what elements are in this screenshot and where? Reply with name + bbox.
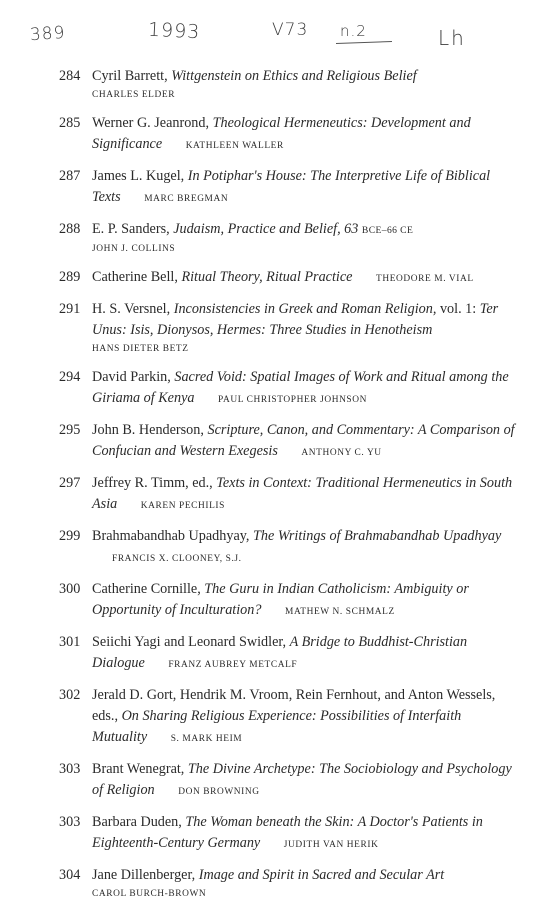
book-title: Scripture, Canon, and Commentary: A Comparison of Confucian and Western Exegesis [92, 422, 515, 459]
list-item [0, 267, 559, 290]
book-title: Image and Spirit in Sacred and Secular Art [198, 867, 445, 883]
reviewer-name: ANTHONY C. YU [301, 448, 382, 458]
page-number: 297 [59, 475, 81, 491]
list-item [0, 367, 559, 411]
page-number: 284 [59, 68, 81, 84]
list-item [0, 685, 559, 750]
review-list [0, 66, 559, 912]
list-item [0, 473, 559, 517]
reviewer-name: FRANCIS X. CLOONEY, S.J. [112, 554, 242, 564]
list-item [0, 759, 559, 803]
reviewer-name: JOHN J. COLLINS [92, 244, 176, 254]
page-number: 289 [59, 269, 81, 285]
reviewer-name: CHARLES ELDER [92, 90, 176, 100]
book-title-era: BCE–66 CE [361, 225, 414, 236]
handwritten-note-number: n.2 [340, 22, 367, 40]
list-item [0, 526, 559, 570]
book-author: H. S. Versnel, [92, 301, 171, 317]
book-author: Brahmabandhab Upadhyay, [92, 528, 250, 544]
book-title: Judaism, Practice and Belief, 63 [173, 221, 359, 237]
list-item [0, 865, 559, 903]
page-number: 287 [59, 168, 81, 184]
page-number: 300 [59, 581, 81, 597]
book-author: John B. Henderson, [92, 422, 204, 438]
book-title: Texts in Context: Traditional Hermeneutics in South Asia [92, 475, 513, 512]
reviewer-name: MATHEW N. SCHMALZ [285, 607, 395, 617]
reviewer-name: MARC BREGMAN [144, 194, 229, 204]
reviewer-name: KAREN PECHILIS [140, 501, 225, 511]
book-title: The Guru in Indian Catholicism: Ambiguity or Opportunity of Inculturation? [92, 581, 469, 618]
book-title: Sacred Void: Spatial Images of Work and Ritual among the Giriama of Kenya [92, 369, 509, 406]
book-author: Seiichi Yagi and Leonard Swidler, [92, 634, 287, 650]
book-author: Catherine Bell, [92, 269, 178, 285]
page-number: 294 [59, 369, 81, 385]
book-title: The Writings of Brahmabandhab Upadhyay [253, 528, 502, 544]
page-number: 304 [59, 867, 81, 883]
reviewer-name: JUDITH VAN HERIK [283, 840, 379, 850]
list-item [0, 66, 559, 104]
reviewer-name: CAROL BURCH-BROWN [92, 889, 207, 899]
book-title: In Potiphar's House: The Interpretive Life of Biblical Texts [92, 168, 491, 205]
book-author: Catherine Cornille, [92, 581, 201, 597]
page-number: 295 [59, 422, 81, 438]
reviewer-name: HANS DIETER BETZ [92, 344, 189, 354]
book-title: Inconsistencies in Greek and Roman Religion, [173, 301, 437, 317]
page-number: 288 [59, 221, 81, 237]
book-author: Cyril Barrett, [92, 68, 168, 84]
reviewer-name: S. MARK HEIM [170, 734, 243, 744]
book-author: Jeffrey R. Timm, ed., [92, 475, 213, 491]
page-number: 303 [59, 761, 81, 777]
reviewer-name: THEODORE M. VIAL [376, 274, 474, 284]
page-number: 299 [59, 528, 81, 544]
book-title: Wittgenstein on Ethics and Religious Belief [171, 68, 417, 84]
handwritten-note-lh: Lh [438, 26, 466, 50]
reviewer-name: DON BROWNING [178, 787, 260, 797]
book-author: James L. Kugel, [92, 168, 185, 184]
list-item [0, 420, 559, 464]
book-title: On Sharing Religious Experience: Possibilities of Interfaith Mutuality [92, 708, 462, 745]
book-title: Ritual Theory, Ritual Practice [181, 269, 353, 285]
book-author: E. P. Sanders, [92, 221, 170, 237]
reviewer-name: FRANZ AUBREY METCALF [168, 660, 298, 670]
list-item [0, 299, 559, 358]
list-item [0, 812, 559, 856]
reviewer-name: PAUL CHRISTOPHER JOHNSON [218, 395, 367, 405]
list-item [0, 219, 559, 258]
list-item [0, 113, 559, 157]
reviewer-name: KATHLEEN WALLER [185, 141, 284, 151]
book-author: David Parkin, [92, 369, 171, 385]
handwritten-note-volume: V73 [272, 20, 309, 40]
page-number: 285 [59, 115, 81, 131]
list-item [0, 166, 559, 210]
book-title: The Divine Archetype: The Sociobiology and Psychology of Religion [92, 761, 512, 798]
page-number: 291 [59, 301, 81, 317]
handwritten-note-year: 1993 [147, 18, 201, 44]
handwritten-underline [336, 41, 392, 44]
book-title: A Bridge to Buddhist-Christian Dialogue [92, 634, 468, 671]
book-author: Barbara Duden, [92, 814, 182, 830]
book-subtitle: Ter Unus: Isis, Dionysos, Hermes: Three Studies in Henotheism [92, 301, 499, 338]
book-title: The Woman beneath the Skin: A Doctor's Patients in Eighteenth-Century Germany [92, 814, 483, 851]
book-author: Jerald D. Gort, Hendrik M. Vroom, Rein Fernhout, and Anton Wessels, eds., [92, 687, 496, 724]
list-item [0, 632, 559, 676]
book-volume: vol. 1: [439, 301, 477, 317]
page-number: 301 [59, 634, 81, 650]
page-number: 303 [59, 814, 81, 830]
book-author: Werner G. Jeanrond, [92, 115, 210, 131]
book-author: Brant Wenegrat, [92, 761, 185, 777]
book-author: Jane Dillenberger, [92, 867, 196, 883]
page-number: 302 [59, 687, 81, 703]
handwritten-note-389: 389 [29, 22, 67, 46]
list-item [0, 579, 559, 623]
book-title: Theological Hermeneutics: Development and Significance [92, 115, 471, 152]
